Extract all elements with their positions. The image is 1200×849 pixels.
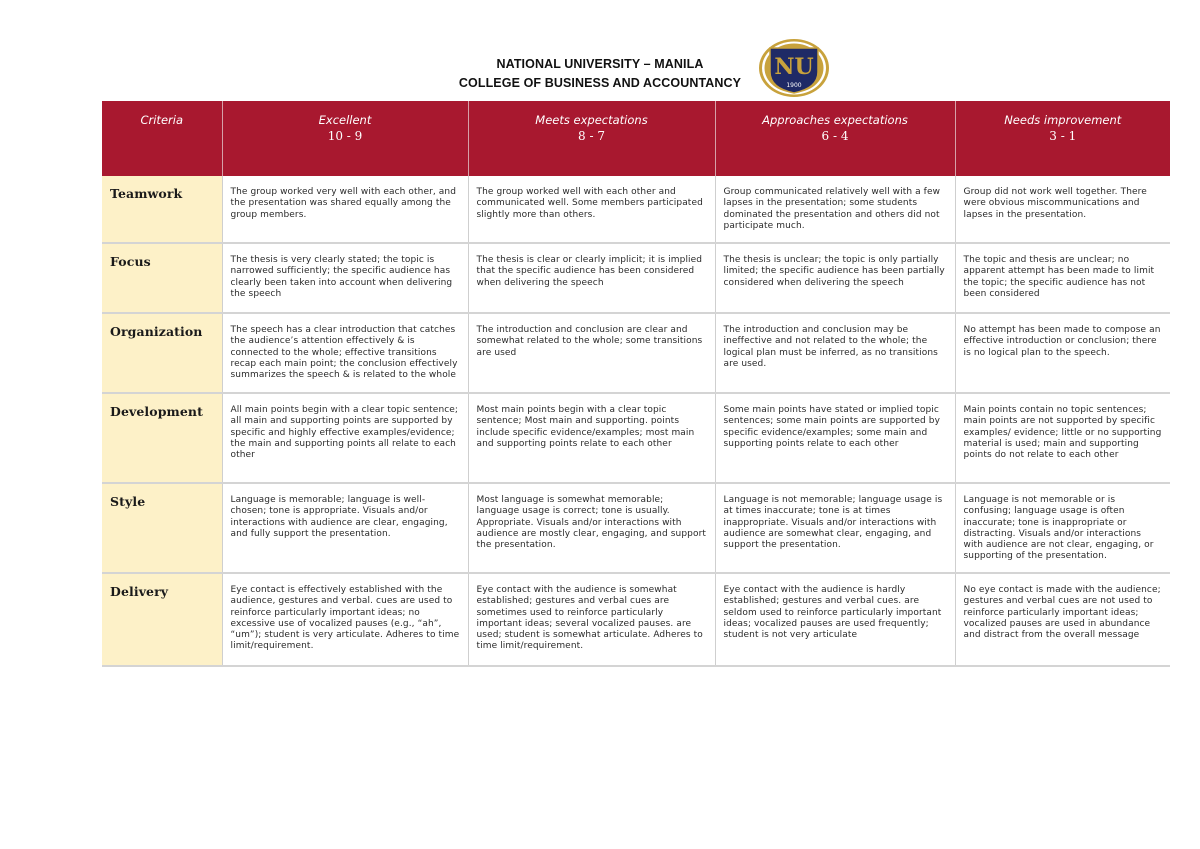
seal-year: 1900 bbox=[786, 82, 802, 89]
header-score-range: 3 - 1 bbox=[1049, 129, 1077, 143]
header-score-range: 6 - 4 bbox=[821, 129, 849, 143]
rubric-cell: Eye contact with the audience is somewhat established; gestures and verbal cues are sometimes used to reinforce particularly important ideas; several vocalized pauses. are used; student is somewhat articulate. Adheres to time limit/requirement. bbox=[468, 573, 715, 666]
rubric-cell: Language is memorable; language is well-chosen; tone is appropriate. Visuals and/or interactions with audience are clear, engaging, and fully support the presentation. bbox=[222, 483, 468, 573]
rubric-cell: The group worked well with each other and communicated well. Some members participated slightly more than others. bbox=[468, 176, 715, 243]
rubric-cell: Eye contact with the audience is hardly established; gestures and verbal cues. are seldom used to reinforce particularly important ideas; vocalized pauses are used frequently; student is not very articulate bbox=[715, 573, 955, 666]
header-label: Meets expectations bbox=[535, 113, 648, 127]
table-row-organization bbox=[102, 313, 1170, 393]
criteria-label: Focus bbox=[102, 243, 222, 313]
header-excellent bbox=[222, 101, 468, 176]
rubric-cell: Most main points begin with a clear topic sentence; Most main and supporting. points include specific evidence/examples; most main and supporting points relate to each other bbox=[468, 393, 715, 483]
criteria-label: Development bbox=[102, 393, 222, 483]
table-row-focus bbox=[102, 243, 1170, 313]
rubric-table bbox=[102, 101, 1170, 667]
university-seal-icon bbox=[758, 38, 830, 98]
rubric-cell: The thesis is clear or clearly implicit; it is implied that the specific audience has been considered when delivering the speech bbox=[468, 243, 715, 313]
rubric-cell: All main points begin with a clear topic sentence; all main and supporting points are supported by specific and highly effective examples/evidence; the main and supporting points all relate to each other bbox=[222, 393, 468, 483]
header-label: Excellent bbox=[318, 113, 372, 127]
criteria-label: Style bbox=[102, 483, 222, 573]
seal-monogram: NU bbox=[774, 54, 814, 80]
header-criteria bbox=[102, 101, 222, 176]
rubric-cell: The introduction and conclusion may be ineffective and not related to the whole; the logical plan must be inferred, as no transitions are used. bbox=[715, 313, 955, 393]
table-row-teamwork bbox=[102, 176, 1170, 243]
rubric-cell: The introduction and conclusion are clear and somewhat related to the whole; some transitions are used bbox=[468, 313, 715, 393]
rubric-cell: Main points contain no topic sentences; main points are not supported by specific examples/ evidence; little or no supporting material is used; main and supporting points do not relate to each other bbox=[955, 393, 1170, 483]
header-label: Needs improvement bbox=[1004, 113, 1122, 127]
header-score-range: 8 - 7 bbox=[578, 129, 605, 143]
university-name: NATIONAL UNIVERSITY – MANILA bbox=[496, 57, 704, 71]
rubric-cell: Language is not memorable; language usage is at times inaccurate; tone is at times inappropriate. Visuals and/or interactions with audience are somewhat clear, engaging, and support the presentation. bbox=[715, 483, 955, 573]
criteria-label: Delivery bbox=[102, 573, 222, 666]
header-score-range: 10 - 9 bbox=[327, 129, 363, 143]
header-approaches-expectations bbox=[715, 101, 955, 176]
rubric-cell: Some main points have stated or implied topic sentences; some main points are supported by specific evidence/examples; some main and supporting points relate to each other bbox=[715, 393, 955, 483]
rubric-cell: Group communicated relatively well with a few lapses in the presentation; some students dominated the presentation and others did not participate much. bbox=[715, 176, 955, 243]
header-label: Approaches expectations bbox=[762, 113, 908, 127]
rubric-cell: No attempt has been made to compose an effective introduction or conclusion; there is no logical plan to the speech. bbox=[955, 313, 1170, 393]
header-label: Criteria bbox=[140, 113, 183, 127]
table-row-development bbox=[102, 393, 1170, 483]
rubric-cell: The speech has a clear introduction that catches the audience’s attention effectively & is connected to the whole; effective transitions recap each main point; the conclusion effectively summarizes the speech & is related to the whole bbox=[222, 313, 468, 393]
rubric-cell: No eye contact is made with the audience; gestures and verbal cues are not used to reinforce particularly important ideas; vocalized pauses are used in abundance and distract from the overall message bbox=[955, 573, 1170, 666]
rubric-cell: Language is not memorable or is confusing; language usage is often inaccurate; tone is inappropriate or distracting. Visuals and/or interactions with audience are not clear, engaging, or supporting of the presentation. bbox=[955, 483, 1170, 573]
table-row-delivery bbox=[102, 573, 1170, 666]
rubric-header-row bbox=[102, 101, 1170, 176]
rubric-cell: Most language is somewhat memorable; language usage is correct; tone is usually. Appropriate. Visuals and/or interactions with audience are mostly clear, engaging, and support the presentation. bbox=[468, 483, 715, 573]
rubric-cell: The thesis is unclear; the topic is only partially limited; the specific audience has been partially considered when delivering the speech bbox=[715, 243, 955, 313]
criteria-label: Teamwork bbox=[102, 176, 222, 243]
rubric-cell: Group did not work well together. There were obvious miscommunications and lapses in the presentation. bbox=[955, 176, 1170, 243]
header-needs-improvement bbox=[955, 101, 1170, 176]
criteria-label: Organization bbox=[102, 313, 222, 393]
rubric-cell: The group worked very well with each other, and the presentation was shared equally among the group members. bbox=[222, 176, 468, 243]
table-row-style bbox=[102, 483, 1170, 573]
rubric-cell: Eye contact is effectively established with the audience, gestures and verbal. cues are used to reinforce particularly important ideas; no excessive use of vocalized pauses (e.g., “ah”, “um”); student is very articulate. Adheres to time limit/requirement. bbox=[222, 573, 468, 666]
rubric-cell: The thesis is very clearly stated; the topic is narrowed sufficiently; the specific audience has clearly been taken into account when delivering the speech bbox=[222, 243, 468, 313]
college-name: COLLEGE OF BUSINESS AND ACCOUNTANCY bbox=[458, 76, 742, 90]
header-meets-expectations bbox=[468, 101, 715, 176]
document-header bbox=[440, 55, 760, 93]
rubric-cell: The topic and thesis are unclear; no apparent attempt has been made to limit the topic; the specific audience has not been considered bbox=[955, 243, 1170, 313]
